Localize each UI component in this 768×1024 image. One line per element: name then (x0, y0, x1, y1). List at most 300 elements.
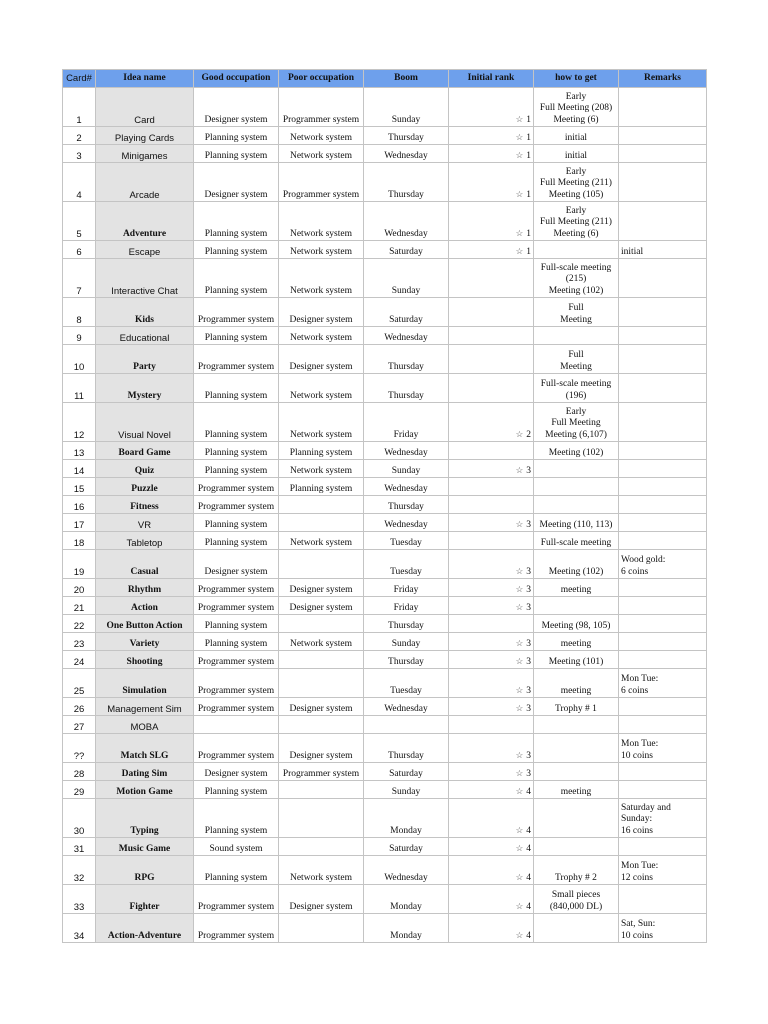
boom-day-cell[interactable] (364, 550, 449, 579)
good-occupation-cell[interactable] (194, 914, 279, 943)
remarks-cell[interactable] (619, 914, 707, 943)
poor-occupation-cell[interactable] (279, 716, 364, 734)
boom-day-cell[interactable] (364, 202, 449, 241)
remarks-cell[interactable] (619, 514, 707, 532)
idea-name-cell[interactable] (96, 241, 194, 259)
how-to-get-cell[interactable] (534, 716, 619, 734)
card-number-cell[interactable] (63, 838, 96, 856)
how-to-get-cell[interactable] (534, 259, 619, 298)
good-occupation-cell[interactable] (194, 633, 279, 651)
rank-value: 4 (526, 786, 531, 797)
good-occupation-cell[interactable] (194, 298, 279, 327)
poor-occupation-cell[interactable] (279, 763, 364, 781)
initial-rank-cell[interactable] (449, 514, 534, 532)
good-occupation-cell[interactable] (194, 88, 279, 127)
good-occupation-cell[interactable] (194, 496, 279, 514)
poor-occupation-cell[interactable] (279, 327, 364, 345)
remarks-cell[interactable] (619, 127, 707, 145)
how-to-get-cell[interactable] (534, 550, 619, 579)
good-occupation-cell[interactable] (194, 460, 279, 478)
idea-name-cell[interactable] (96, 781, 194, 799)
card-number-cell[interactable] (63, 127, 96, 145)
good-occupation-cell[interactable] (194, 615, 279, 633)
remarks-cell[interactable] (619, 550, 707, 579)
idea-name-cell[interactable] (96, 698, 194, 716)
idea-name-cell[interactable] (96, 145, 194, 163)
card-number-cell[interactable] (63, 496, 96, 514)
card-number-cell[interactable] (63, 698, 96, 716)
how-to-get-cell[interactable] (534, 514, 619, 532)
idea-name-cell[interactable] (96, 496, 194, 514)
remarks-cell[interactable] (619, 442, 707, 460)
boom-day-cell[interactable] (364, 716, 449, 734)
poor-occupation-cell[interactable] (279, 669, 364, 698)
card-number-cell[interactable] (63, 633, 96, 651)
good-occupation-cell[interactable] (194, 478, 279, 496)
poor-occupation-cell[interactable] (279, 241, 364, 259)
boom-day-cell[interactable] (364, 327, 449, 345)
poor-occupation-cell[interactable] (279, 478, 364, 496)
card-number-cell-line: 19 (73, 566, 85, 578)
idea-name-cell[interactable] (96, 579, 194, 597)
idea-name-cell[interactable] (96, 615, 194, 633)
poor-occupation-cell[interactable] (279, 579, 364, 597)
poor-occupation-cell[interactable] (279, 163, 364, 202)
card-number-cell[interactable] (63, 478, 96, 496)
initial-rank-cell[interactable] (449, 799, 534, 838)
card-number-cell[interactable] (63, 163, 96, 202)
initial-rank-cell[interactable] (449, 633, 534, 651)
header-boom[interactable]: Boom (364, 70, 449, 88)
how-to-get-cell[interactable] (534, 88, 619, 127)
how-to-get-cell[interactable] (534, 496, 619, 514)
poor-occupation-cell[interactable] (279, 615, 364, 633)
initial-rank-cell[interactable] (449, 651, 534, 669)
idea-name-cell[interactable] (96, 202, 194, 241)
boom-day-cell[interactable] (364, 651, 449, 669)
remarks-cell[interactable] (619, 532, 707, 550)
how-to-get-cell[interactable] (534, 345, 619, 374)
how-to-get-cell[interactable] (534, 669, 619, 698)
poor-occupation-cell[interactable] (279, 403, 364, 442)
card-number-cell[interactable] (63, 298, 96, 327)
idea-name-cell[interactable] (96, 259, 194, 298)
boom-day-cell[interactable] (364, 838, 449, 856)
card-number-cell[interactable] (63, 345, 96, 374)
remarks-cell[interactable] (619, 698, 707, 716)
header-idea-name[interactable]: Idea name (96, 70, 194, 88)
good-occupation-cell[interactable] (194, 202, 279, 241)
how-to-get-cell[interactable] (534, 163, 619, 202)
idea-name-cell[interactable] (96, 669, 194, 698)
poor-occupation-cell[interactable] (279, 532, 364, 550)
initial-rank-cell[interactable] (449, 442, 534, 460)
good-occupation-cell[interactable] (194, 698, 279, 716)
boom-day-cell[interactable] (364, 145, 449, 163)
how-to-get-cell[interactable] (534, 781, 619, 799)
good-occupation-cell[interactable] (194, 550, 279, 579)
initial-rank-cell[interactable] (449, 734, 534, 763)
remarks-cell[interactable] (619, 856, 707, 885)
header-good-occupation[interactable]: Good occupation (194, 70, 279, 88)
initial-rank-cell[interactable] (449, 163, 534, 202)
poor-occupation-cell[interactable] (279, 259, 364, 298)
remarks-cell[interactable] (619, 838, 707, 856)
boom-day-cell[interactable] (364, 799, 449, 838)
boom-day-cell[interactable] (364, 698, 449, 716)
good-occupation-cell[interactable] (194, 799, 279, 838)
boom-day-cell[interactable] (364, 496, 449, 514)
initial-rank-cell[interactable] (449, 259, 534, 298)
boom-day-cell[interactable] (364, 374, 449, 403)
how-to-get-cell[interactable] (534, 799, 619, 838)
header-poor-occupation[interactable]: Poor occupation (279, 70, 364, 88)
card-number-cell[interactable] (63, 885, 96, 914)
initial-rank-cell[interactable] (449, 88, 534, 127)
how-to-get-cell-line: Meeting (6) (553, 228, 599, 239)
idea-name-cell[interactable] (96, 460, 194, 478)
card-number-cell[interactable] (63, 799, 96, 838)
how-to-get-cell[interactable] (534, 597, 619, 615)
remarks-cell[interactable] (619, 633, 707, 651)
good-occupation-cell[interactable] (194, 716, 279, 734)
boom-day-cell[interactable] (364, 856, 449, 885)
card-number-cell[interactable] (63, 597, 96, 615)
boom-day-cell[interactable] (364, 763, 449, 781)
card-number-cell[interactable] (63, 442, 96, 460)
initial-rank-cell[interactable] (449, 763, 534, 781)
poor-occupation-cell[interactable] (279, 550, 364, 579)
how-to-get-cell[interactable] (534, 532, 619, 550)
poor-occupation-cell[interactable] (279, 496, 364, 514)
good-occupation-cell[interactable] (194, 145, 279, 163)
how-to-get-cell[interactable] (534, 478, 619, 496)
star-icon: ☆ (515, 786, 524, 797)
initial-rank-cell[interactable] (449, 597, 534, 615)
idea-name-cell[interactable] (96, 651, 194, 669)
initial-rank-cell[interactable] (449, 478, 534, 496)
remarks-cell[interactable] (619, 734, 707, 763)
how-to-get-cell[interactable] (534, 327, 619, 345)
idea-name-cell[interactable] (96, 716, 194, 734)
initial-rank-cell[interactable] (449, 579, 534, 597)
good-occupation-cell[interactable] (194, 403, 279, 442)
initial-rank-cell[interactable] (449, 781, 534, 799)
boom-day-cell[interactable] (364, 442, 449, 460)
how-to-get-cell[interactable] (534, 145, 619, 163)
poor-occupation-cell[interactable] (279, 799, 364, 838)
initial-rank-cell[interactable] (449, 615, 534, 633)
card-number-cell[interactable] (63, 763, 96, 781)
idea-name-cell[interactable] (96, 597, 194, 615)
initial-rank-cell[interactable] (449, 403, 534, 442)
card-number-cell[interactable] (63, 550, 96, 579)
card-number-cell[interactable] (63, 460, 96, 478)
idea-name-cell[interactable] (96, 442, 194, 460)
idea-name-cell[interactable] (96, 799, 194, 838)
idea-name-cell[interactable] (96, 838, 194, 856)
boom-day-cell[interactable] (364, 885, 449, 914)
idea-name-cell[interactable] (96, 914, 194, 943)
boom-day-cell[interactable] (364, 532, 449, 550)
idea-name-cell[interactable] (96, 163, 194, 202)
idea-name-cell[interactable] (96, 127, 194, 145)
initial-rank-cell[interactable] (449, 241, 534, 259)
idea-name-cell[interactable] (96, 763, 194, 781)
how-to-get-cell[interactable] (534, 838, 619, 856)
card-number-cell[interactable] (63, 145, 96, 163)
card-number-cell[interactable] (63, 914, 96, 943)
how-to-get-cell[interactable] (534, 856, 619, 885)
how-to-get-cell[interactable] (534, 615, 619, 633)
good-occupation-cell[interactable] (194, 856, 279, 885)
boom-day-cell[interactable] (364, 163, 449, 202)
boom-day-cell[interactable] (364, 734, 449, 763)
how-to-get-cell[interactable] (534, 651, 619, 669)
boom-day-cell[interactable] (364, 345, 449, 374)
remarks-cell[interactable] (619, 345, 707, 374)
how-to-get-cell[interactable] (534, 241, 619, 259)
idea-name-cell[interactable] (96, 478, 194, 496)
initial-rank-cell[interactable] (449, 127, 534, 145)
good-occupation-cell[interactable] (194, 514, 279, 532)
how-to-get-cell[interactable] (534, 633, 619, 651)
card-number-cell[interactable] (63, 241, 96, 259)
card-number-cell[interactable] (63, 856, 96, 885)
boom-day-cell[interactable] (364, 460, 449, 478)
remarks-cell[interactable] (619, 374, 707, 403)
how-to-get-cell[interactable] (534, 914, 619, 943)
card-number-cell[interactable] (63, 734, 96, 763)
poor-occupation-cell[interactable] (279, 127, 364, 145)
how-to-get-cell[interactable] (534, 885, 619, 914)
poor-occupation-cell[interactable] (279, 914, 364, 943)
initial-rank-cell[interactable] (449, 496, 534, 514)
how-to-get-cell[interactable] (534, 460, 619, 478)
initial-rank-cell[interactable] (449, 550, 534, 579)
poor-occupation-cell[interactable] (279, 202, 364, 241)
poor-occupation-cell[interactable] (279, 633, 364, 651)
initial-rank-cell[interactable] (449, 698, 534, 716)
remarks-cell[interactable] (619, 163, 707, 202)
boom-day-cell[interactable] (364, 615, 449, 633)
remarks-cell[interactable] (619, 259, 707, 298)
card-number-cell[interactable] (63, 374, 96, 403)
boom-day-cell[interactable] (364, 781, 449, 799)
initial-rank-cell[interactable] (449, 532, 534, 550)
poor-occupation-cell[interactable] (279, 698, 364, 716)
initial-rank-cell[interactable] (449, 327, 534, 345)
idea-name-cell[interactable] (96, 88, 194, 127)
card-number-cell[interactable] (63, 403, 96, 442)
good-occupation-cell[interactable] (194, 579, 279, 597)
boom-day-cell[interactable] (364, 914, 449, 943)
header-how-to-get[interactable]: how to get (534, 70, 619, 88)
poor-occupation-cell[interactable] (279, 88, 364, 127)
initial-rank-cell[interactable] (449, 298, 534, 327)
boom-day-cell[interactable] (364, 127, 449, 145)
how-to-get-cell[interactable] (534, 763, 619, 781)
boom-day-cell[interactable] (364, 259, 449, 298)
good-occupation-cell[interactable] (194, 763, 279, 781)
good-occupation-cell[interactable] (194, 885, 279, 914)
card-number-cell[interactable] (63, 259, 96, 298)
good-occupation-cell-line: Planning system (204, 332, 268, 343)
remarks-cell[interactable] (619, 202, 707, 241)
poor-occupation-cell[interactable] (279, 856, 364, 885)
remarks-cell[interactable] (619, 651, 707, 669)
card-number-cell[interactable] (63, 88, 96, 127)
boom-day-cell[interactable] (364, 597, 449, 615)
initial-rank-cell[interactable] (449, 885, 534, 914)
card-number-cell[interactable] (63, 514, 96, 532)
boom-day-cell[interactable] (364, 403, 449, 442)
poor-occupation-cell[interactable] (279, 442, 364, 460)
how-to-get-cell[interactable] (534, 403, 619, 442)
poor-occupation-cell[interactable] (279, 374, 364, 403)
header-card-number[interactable]: Card# (63, 70, 96, 88)
card-number-cell[interactable] (63, 202, 96, 241)
remarks-cell[interactable] (619, 597, 707, 615)
poor-occupation-cell[interactable] (279, 345, 364, 374)
idea-name-cell[interactable] (96, 734, 194, 763)
good-occupation-cell[interactable] (194, 781, 279, 799)
poor-occupation-cell[interactable] (279, 781, 364, 799)
good-occupation-cell[interactable] (194, 259, 279, 298)
good-occupation-cell[interactable] (194, 127, 279, 145)
good-occupation-cell[interactable] (194, 374, 279, 403)
table-row (63, 127, 707, 145)
card-number-cell[interactable] (63, 532, 96, 550)
initial-rank-cell[interactable] (449, 838, 534, 856)
remarks-cell[interactable] (619, 669, 707, 698)
poor-occupation-cell[interactable] (279, 460, 364, 478)
good-occupation-cell[interactable] (194, 597, 279, 615)
remarks-cell[interactable] (619, 579, 707, 597)
card-number-cell[interactable] (63, 579, 96, 597)
initial-rank-cell[interactable] (449, 856, 534, 885)
card-number-cell[interactable] (63, 781, 96, 799)
initial-rank-cell[interactable] (449, 145, 534, 163)
initial-rank-cell[interactable] (449, 669, 534, 698)
initial-rank-cell[interactable] (449, 716, 534, 734)
idea-name-cell[interactable] (96, 532, 194, 550)
initial-rank-cell[interactable] (449, 345, 534, 374)
poor-occupation-cell[interactable] (279, 514, 364, 532)
card-number-cell[interactable] (63, 669, 96, 698)
poor-occupation-cell[interactable] (279, 838, 364, 856)
remarks-cell[interactable] (619, 298, 707, 327)
idea-name-cell[interactable] (96, 885, 194, 914)
rank-value: 3 (526, 465, 531, 476)
remarks-cell[interactable] (619, 496, 707, 514)
boom-day-cell[interactable] (364, 478, 449, 496)
idea-name-cell[interactable] (96, 298, 194, 327)
good-occupation-cell[interactable] (194, 532, 279, 550)
boom-day-cell[interactable] (364, 298, 449, 327)
card-number-cell[interactable] (63, 651, 96, 669)
header-initial-rank[interactable]: Initial rank (449, 70, 534, 88)
initial-rank-cell[interactable] (449, 460, 534, 478)
good-occupation-cell-line: Designer system (204, 566, 268, 577)
poor-occupation-cell[interactable] (279, 145, 364, 163)
remarks-cell[interactable] (619, 460, 707, 478)
initial-rank-cell[interactable] (449, 374, 534, 403)
poor-occupation-cell[interactable] (279, 597, 364, 615)
idea-name-cell[interactable] (96, 633, 194, 651)
remarks-cell[interactable] (619, 241, 707, 259)
card-number-cell[interactable] (63, 327, 96, 345)
good-occupation-cell[interactable] (194, 651, 279, 669)
remarks-cell[interactable] (619, 403, 707, 442)
good-occupation-cell[interactable] (194, 163, 279, 202)
good-occupation-cell[interactable] (194, 734, 279, 763)
boom-day-cell[interactable] (364, 579, 449, 597)
card-number-cell[interactable] (63, 716, 96, 734)
boom-day-cell[interactable] (364, 88, 449, 127)
how-to-get-cell[interactable] (534, 298, 619, 327)
remarks-cell[interactable] (619, 781, 707, 799)
remarks-cell[interactable] (619, 145, 707, 163)
rank-value: 3 (526, 685, 531, 696)
how-to-get-cell[interactable] (534, 734, 619, 763)
remarks-cell[interactable] (619, 88, 707, 127)
good-occupation-cell[interactable] (194, 241, 279, 259)
boom-day-cell[interactable] (364, 514, 449, 532)
how-to-get-cell[interactable] (534, 127, 619, 145)
idea-name-cell[interactable] (96, 345, 194, 374)
remarks-cell[interactable] (619, 478, 707, 496)
how-to-get-cell[interactable] (534, 374, 619, 403)
how-to-get-cell[interactable] (534, 202, 619, 241)
rank-value: 4 (526, 872, 531, 883)
idea-name-cell[interactable] (96, 514, 194, 532)
remarks-cell[interactable] (619, 763, 707, 781)
idea-name-cell[interactable] (96, 327, 194, 345)
good-occupation-cell[interactable] (194, 838, 279, 856)
how-to-get-cell[interactable] (534, 442, 619, 460)
how-to-get-cell[interactable] (534, 698, 619, 716)
remarks-cell[interactable] (619, 885, 707, 914)
idea-name-cell[interactable] (96, 374, 194, 403)
remarks-cell[interactable] (619, 716, 707, 734)
poor-occupation-cell[interactable] (279, 651, 364, 669)
initial-rank-cell[interactable] (449, 914, 534, 943)
boom-day-cell[interactable] (364, 633, 449, 651)
remarks-cell[interactable] (619, 615, 707, 633)
poor-occupation-cell-line: Designer system (289, 314, 353, 325)
poor-occupation-cell[interactable] (279, 885, 364, 914)
remarks-cell[interactable] (619, 327, 707, 345)
how-to-get-cell[interactable] (534, 579, 619, 597)
poor-occupation-cell[interactable] (279, 298, 364, 327)
idea-name-cell[interactable] (96, 550, 194, 579)
good-occupation-cell[interactable] (194, 327, 279, 345)
poor-occupation-cell[interactable] (279, 734, 364, 763)
boom-day-cell-line: Thursday (388, 189, 424, 200)
boom-day-cell[interactable] (364, 241, 449, 259)
boom-day-cell[interactable] (364, 669, 449, 698)
good-occupation-cell[interactable] (194, 345, 279, 374)
header-remarks[interactable]: Remarks (619, 70, 707, 88)
good-occupation-cell[interactable] (194, 669, 279, 698)
good-occupation-cell[interactable] (194, 442, 279, 460)
card-number-cell[interactable] (63, 615, 96, 633)
remarks-cell[interactable] (619, 799, 707, 838)
idea-name-cell[interactable] (96, 856, 194, 885)
initial-rank-cell[interactable] (449, 202, 534, 241)
idea-name-cell[interactable] (96, 403, 194, 442)
